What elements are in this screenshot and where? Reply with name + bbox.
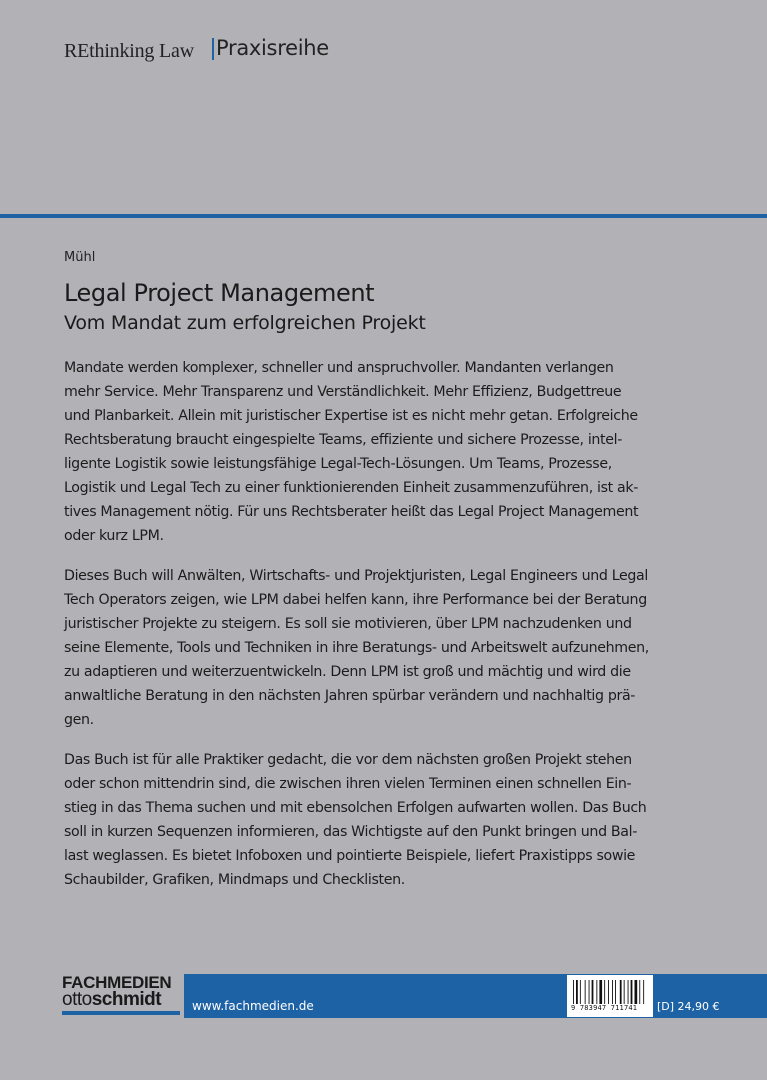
website-link[interactable]: www.fachmedien.de	[192, 999, 314, 1013]
blurb-line: ligente Logistik sowie leistungsfähige Legal-Tech-Lösungen. Um Teams, Prozesse,	[64, 456, 612, 472]
blurb-line: seine Elemente, Tools und Techniken in ihre Beratungs- und Arbeitswelt aufzunehmen,	[64, 640, 649, 656]
publisher-logo	[62, 973, 182, 1018]
logo-ottoschmidt	[62, 989, 161, 1011]
barcode-lines	[573, 980, 647, 1004]
book-title: Legal Project Management	[64, 279, 375, 307]
blurb-line: und Planbarkeit. Allein mit juristischer Expertise ist es nicht mehr getan. Erfolgreiche	[64, 408, 638, 424]
series-subtitle: Praxisreihe	[216, 36, 329, 60]
blurb-text	[64, 356, 656, 908]
series-divider	[212, 38, 214, 60]
blurb-line: oder schon mittendrin sind, die zwischen ihren vielen Terminen einen schnellen Ein-	[64, 776, 632, 792]
blurb-line: soll in kurzen Sequenzen informieren, das Wichtigste auf den Punkt bringen und Bal-	[64, 824, 637, 840]
blurb-paragraph	[64, 748, 656, 892]
logo-schmidt: schmidt	[91, 989, 162, 1010]
blurb-line: Tech Operators zeigen, wie LPM dabei helfen kann, ihre Performance bei der Beratung	[64, 592, 647, 608]
blurb-line: mehr Service. Mehr Transparenz und Verständlichkeit. Mehr Effizienz, Budgettreue	[64, 384, 622, 400]
blurb-line: juristischer Projekte zu steigern. Es soll sie motivieren, über LPM nachzudenken und	[64, 616, 632, 632]
series-header	[64, 34, 664, 64]
blurb-line: Schaubilder, Grafiken, Mindmaps und Checklisten.	[64, 872, 405, 888]
blurb-paragraph	[64, 356, 656, 548]
blurb-line: gen.	[64, 712, 94, 728]
blurb-line: last weglassen. Es bietet Infoboxen und pointierte Beispiele, liefert Praxistipps sowie	[64, 848, 636, 864]
blurb-paragraph	[64, 564, 656, 732]
blurb-line: anwaltliche Beratung in den nächsten Jahren spürbar verändern und nachhaltig prä-	[64, 688, 636, 704]
logo-underline	[62, 1011, 180, 1015]
accent-rule	[0, 214, 767, 218]
barcode	[567, 975, 653, 1017]
blurb-line: stieg in das Thema suchen und mit ebensolchen Erfolgen aufwarten wollen. Das Buch	[64, 800, 647, 816]
series-name: REthinking Law	[64, 40, 194, 62]
blurb-line: Mandate werden komplexer, schneller und anspruchvoller. Mandanten verlangen	[64, 360, 614, 376]
blurb-line: tives Management nötig. Für uns Rechtsberater heißt das Legal Project Management	[64, 504, 639, 520]
book-subtitle: Vom Mandat zum erfolgreichen Projekt	[64, 312, 426, 334]
logo-otto: otto	[62, 989, 92, 1010]
blurb-line: Das Buch ist für alle Praktiker gedacht, die vor dem nächsten großen Projekt stehen	[64, 752, 632, 768]
blurb-line: Rechtsberatung braucht eingespielte Teams, effiziente und sichere Prozesse, intel-	[64, 432, 623, 448]
author-name: Mühl	[64, 250, 96, 265]
blurb-line: Logistik und Legal Tech zu einer funktionierenden Einheit zusammenzuführen, ist ak-	[64, 480, 639, 496]
logo-fachmedien: FACHMEDIEN	[62, 973, 172, 992]
blurb-line: zu adaptieren und weiterzuentwickeln. Denn LPM ist groß und mächtig und wird die	[64, 664, 631, 680]
price: [D] 24,90 €	[657, 1000, 720, 1013]
blurb-line: oder kurz LPM.	[64, 528, 164, 544]
blurb-line: Dieses Buch will Anwälten, Wirtschafts- und Projektjuristen, Legal Engineers und Legal	[64, 568, 648, 584]
isbn-number: 9 783947 711741	[571, 1004, 638, 1012]
